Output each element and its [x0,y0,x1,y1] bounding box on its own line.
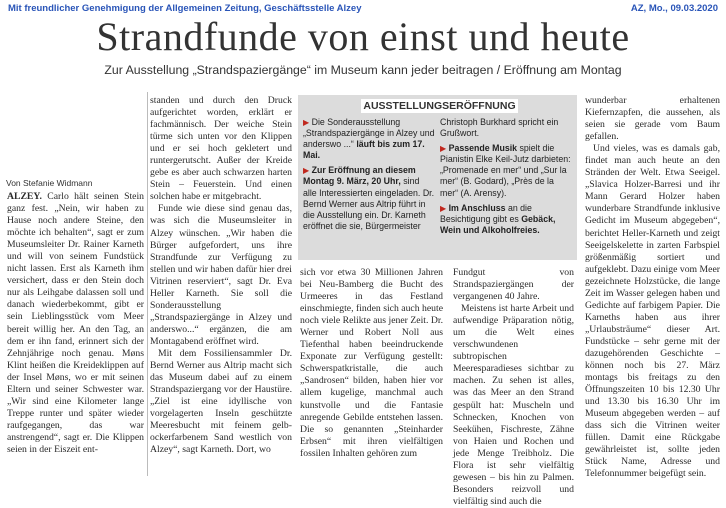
triangle-bullet-icon: ▶ [440,144,447,154]
paragraph: Funde wie diese sind genau das, was sich die Museumsleiter in Alzey wünschen. „Wir haben die Bürger aufgefordert, uns ihre Strandfunde zur Verfügung zu stellen und wir haben dafür hier drei Vitrinen reserviert“, sagt Dr. Eva Heller Karneth. Sie soll die Sonderausstellung „Strandspaziergänge in Alzey und anderswo...“ ergänzen, die am Montagabend eröffnet wird. [150,203,292,347]
paragraph: ALZEY. Carlo hält seinen Stein ganz fest. „Nein, wir haben zu Hause noch andere Steine, den möchte ich behalten“, sagt er zum Museumsleiter Dr. Rainer Karneth und will von seinem Fundstück nicht lassen. Erst als Karneth ihm versichert, dass er den Stein doch nur als Leihgabe dalassen soll und danach wiederbekommt, gibt er sein Lieblingsstück vom Meer bereit willig her. An den Tag, an dem er ihn fand, erinnert sich der Zehnjährige noch genau. Møns Klint heißen die Kreideklippen auf der Insel Møns, wo er mit seinen Eltern und seiner Schwester war. „Wir sind eine Kilometer lange Treppe runter und später wieder raufgegangen, das war anstrengend“, sagt er. Die Klippen seien in der Eiszeit ent- [7,191,144,455]
column-5 [585,95,720,481]
triangle-bullet-icon: ▶ [440,203,447,213]
publication-date: AZ, Mo., 09.03.2020 [630,3,718,14]
column-rule [147,92,148,476]
column-1 [7,191,144,456]
column-4 [453,267,574,508]
dateline: ALZEY. [7,191,42,202]
info-box-right-column [440,117,572,240]
column-3 [300,267,443,460]
info-item: ▶ Passende Musik spielt die Pianistin Elke Keil-Jutz darbieten: „Promenade en mer“ und „Sur la mer“ (B. Godard), „Près de la mer“ (A. Arensy). [440,143,571,198]
paragraph: sich vor etwa 30 Millionen Jahren bei Neu-Bamberg die Bucht des Urmeeres in das Festland einschmiegte, finden sich auch heute noch viele Relikte aus jener Zeit. Dr. Werner und Robert Noll aus Tiefenthal haben beeindruckende Exponate zur Verfügung gestellt: Schwerspatkristalle, die auch „Sandrosen“ bilden, haben hier vor allem kugelige, manchmal auch kunstvolle und die Fantasie anregende Gebilde entstehen lassen. Die so genannten „Steinharder Erbsen“ mit ihren vielfältigen fossilen Inhalten gehören zum [300,267,443,459]
paragraph: Meistens ist harte Arbeit und aufwendige Präparation nötig, um die Welt eines verschwundenen subtropischen Meeresparadieses sichtbar zu machen. Zu sehen ist alles, was das Meer an den Strand gespült hat: Muscheln und Schnecken, Knochen von Seekühen, Fischreste, Zähne von Haien und Rochen und jede Menge Treibholz. Die Flora ist sehr vielfältig gewesen – bis hin zu Palmen. Besonders reizvoll und vielfältig sind auch die [453,303,574,507]
info-box [298,95,577,260]
article-title: Strandfunde von einst und heute [96,14,630,59]
paragraph: Fundgut von Strandspaziergängen der vergangenen 40 Jahre. [453,267,574,303]
info-box-heading: AUSSTELLUNGSERÖFFNUNG [361,99,518,113]
info-item: ▶ Die Sonderausstellung „Strandspaziergänge in Alzey und anderswo ...“ läuft bis zum 17. Mai. [303,117,435,161]
byline: Von Stefanie Widmann [6,178,93,188]
article-subtitle: Zur Ausstellung „Strandspaziergänge“ im Museum kann jeder beitragen / Eröffnung am Montag [104,63,622,77]
info-item: ▶ Im Anschluss an die Besichtigung gibt es Gebäck, Wein und Alkoholfreies. [440,202,556,235]
info-box-left-column [303,117,435,236]
source-credit: Mit freundlicher Genehmigung der Allgemeinen Zeitung, Geschäftsstelle Alzey [8,3,362,14]
info-item: Christoph Burkhard spricht ein Grußwort. [440,117,559,139]
triangle-bullet-icon: ▶ [303,118,310,127]
column-2 [150,95,292,456]
paragraph: Und vieles, was es damals gab, findet man auch heute an den Stränden der Welt. Etwa Seeigel. „Slavica Holzer-Barresi und ihr Mann Gerard Holzer haben wunderbare Strandfunde inklusive Gedicht im Museum abgegeben“, berichtet Heller-Karneth und zeigt Seeigelskelette in zarten Farbspiel größenmäßig sortiert und aufgeklebt. Dazu einige vom Meer gezeichnete Holzstücke, die lange Zeit im Wasser gelegen haben und Gedichte auf farbigem Papier. Die Karneths haben aus ihrer „Urlaubsträume“ dieser Art. Fundstücke – sehr gerne mit der dazugehörenden Geschichte – können noch bis 27. März montags bis freitags zu den Öffnungszeiten 10 bis 12.30 Uhr und 13.30 bis 16.30 Uhr im Museum abgegeben werden – auf dass sich die Vitrinen weiter füllen. Damit eine Rückgabe gewährleistet ist, sollte jeden Stück Name, Adresse und Telefonnummer beigefügt sein. [585,143,720,480]
paragraph: wunderbar erhaltenen Kiefernzapfen, die aussehen, als seien sie gerade vom Baum gefallen. [585,95,720,143]
info-item: ▶ Zur Eröffnung an diesem Montag 9. März, 20 Uhr, sind alle Interessierten eingeladen. Dr. Bernd Werner aus Altrip führt in die Ausstellung ein. Dr. Karneth eröffnet die sie, Bürgermeister [303,165,435,231]
triangle-bullet-icon: ▶ [303,166,310,176]
paragraph: standen und durch den Druck aufgerichtet worden, erklärt er fachmännisch. Der weiche Stein türme sich unten vor den Klippen und er sei hoch gekletert und runtergerutscht. Außer der Kreide gebe es aber auch schwarzen harten Stein – Feuerstein. Und einen solchen habe er mitgebracht. [150,95,292,203]
paragraph: Mit dem Fossiliensammler Dr. Bernd Werner aus Altrip macht sich das Museum dabei auf zu einem Strandspaziergang vor der Haustüre. „Ziel ist eine idyllische von vorgelagerten Inseln geschützte Meeresbucht mit feinem gelb-ockerfarbenem Sand westlich von Alzey“, sagt Karneth. Dort, wo [150,347,292,456]
